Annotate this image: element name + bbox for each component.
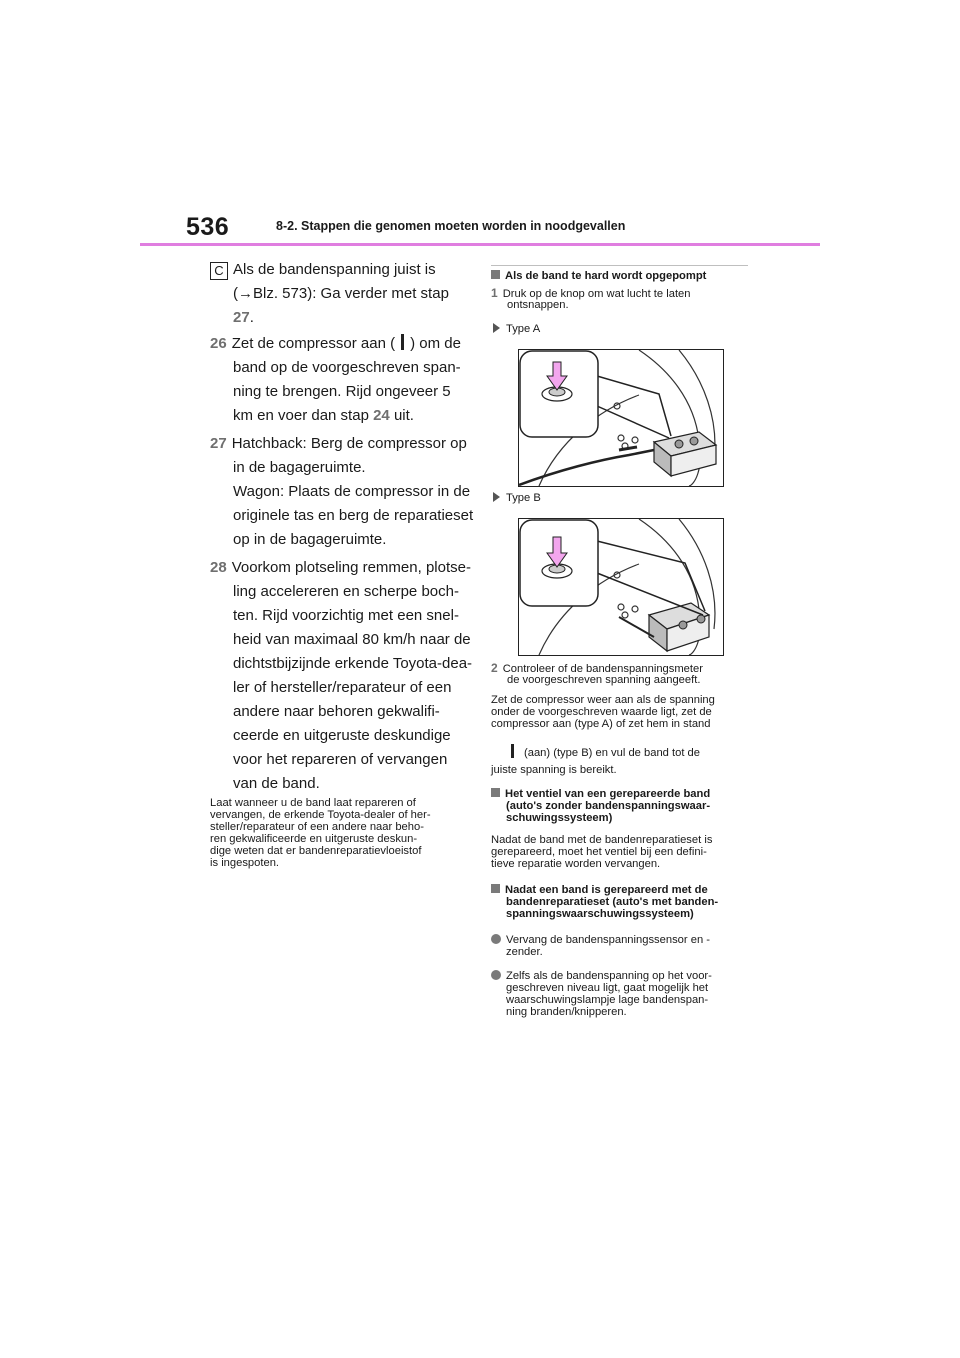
heading-valve-text-1: Het ventiel van een gerepareerde band	[505, 788, 711, 800]
step-28-line-8: ceerde en uitgeruste deskundige	[233, 727, 451, 744]
step-28-text-1: Voorkom plotseling remmen, plotse-	[231, 559, 471, 576]
triangle-bullet-icon	[493, 492, 500, 502]
square-bullet-icon	[491, 270, 500, 279]
c-text-line-2: (→Blz. 573): Ga verder met stap	[233, 285, 449, 302]
step-1-number: 1	[491, 286, 498, 300]
step-26-line-1	[210, 332, 461, 356]
power-on-icon	[511, 744, 514, 758]
step-26-line-3: ning te brengen. Rijd ongeveer 5	[233, 383, 451, 400]
step-27-line-3: Wagon: Plaats de compressor in de	[233, 483, 471, 500]
step-28-line-3: ten. Rijd voorzichtig met een snel-	[233, 607, 459, 624]
bullet-2-line-4: ning branden/knipperen.	[506, 1006, 627, 1018]
c-marker-label: C	[210, 262, 228, 280]
c-period: .	[249, 309, 254, 326]
section-rule	[491, 265, 748, 266]
step-2-number: 2	[491, 661, 498, 675]
note-line-5: dige weten dat er bandenreparatievloeistof	[210, 845, 422, 857]
heading-after-repair-line-3: spanningswaarschuwingssysteem)	[506, 908, 694, 920]
c-marker-badge	[210, 259, 228, 283]
step-26-ref: 24	[373, 407, 390, 424]
step-26-text-4a: km en voer dan stap	[233, 407, 369, 424]
heading-overinflated	[491, 270, 706, 283]
para-1-line-2: onder de voorgeschreven waarde ligt, zet de	[491, 706, 712, 718]
step-28-line-10: van de band.	[233, 775, 320, 792]
para-2-line-3: tieve reparatie worden vervangen.	[491, 858, 661, 870]
heading-valve-line-2: (auto's zonder bandenspanningswaar-	[506, 800, 711, 812]
step-27-line-2: in de bagageruimte.	[233, 459, 366, 476]
step-27-number: 27	[210, 435, 227, 452]
heading-valve-line-3: schuwingssysteem)	[506, 812, 613, 824]
note-line-1: Laat wanneer u de band laat repareren of	[210, 797, 416, 809]
heading-after-repair-text-1: Nadat een band is gerepareerd met de	[505, 884, 708, 896]
heading-valve	[491, 788, 710, 801]
step-27-line-5: op in de bagageruimte.	[233, 531, 387, 548]
type-a-label: Type A	[506, 323, 541, 335]
note-line-2: vervangen, de erkende Toyota-dealer of her-	[210, 809, 431, 821]
step-1-text-1: Druk op de knop om wat lucht te laten	[502, 288, 691, 300]
step-1-line-2: ontsnappen.	[507, 299, 569, 311]
compressor-a	[654, 432, 716, 476]
para-1-text-4: (aan) (type B) en vul de band tot de	[524, 747, 701, 759]
figure-type-a	[518, 349, 724, 487]
type-b-label: Type B	[506, 492, 541, 504]
square-bullet-icon	[491, 884, 500, 893]
step-26-text-b: ) om de	[410, 335, 461, 352]
step-2-text-1: Controleer of de bandenspanningsmeter	[502, 663, 703, 675]
heading-overinflated-text: Als de band te hard wordt opgepompt	[505, 270, 707, 282]
para-1-line-1: Zet de compressor weer aan als de spanning	[491, 694, 715, 706]
step-28-line-5: dichtstbijzijnde erkende Toyota-dea-	[233, 655, 473, 672]
step-28-line-1	[210, 556, 471, 580]
step-28-line-4: heid van maximaal 80 km/h naar de	[233, 631, 471, 648]
round-bullet-icon	[491, 934, 501, 944]
note-line-3: steller/reparateur of een andere naar beho-	[210, 821, 424, 833]
c-text-line-1: Als de bandenspanning juist is	[233, 261, 436, 278]
step-28-line-6: ler of hersteller/reparateur of een	[233, 679, 452, 696]
step-28-line-7: andere naar behoren gekwalifi-	[233, 703, 440, 720]
para-1-line-5: juiste spanning is bereikt.	[491, 764, 617, 776]
square-bullet-icon	[491, 788, 500, 797]
para-1-line-4	[491, 744, 700, 760]
step-27-text-1: Hatchback: Berg de compressor op	[231, 435, 467, 452]
note-line-4: ren gekwalificeerde en uitgeruste deskun-	[210, 833, 418, 845]
step-28-number: 28	[210, 559, 227, 576]
page-number: 536	[186, 213, 230, 241]
type-b-label-row	[493, 492, 541, 505]
bullet-2-text-1: Zelfs als de bandenspanning op het voor-	[506, 970, 712, 982]
bullet-2-line-2: geschreven niveau ligt, gaat mogelijk het	[506, 982, 709, 994]
bullet-1-text-1: Vervang de bandenspanningssensor en -	[506, 934, 711, 946]
step-26-number: 26	[210, 335, 227, 352]
header-divider	[140, 243, 820, 246]
step-26-line-4	[233, 404, 414, 428]
figure-type-b	[518, 518, 724, 656]
bullet-2-line-3: waarschuwingslampje lage bandenspan-	[506, 994, 709, 1006]
step-28-line-2: ling accelereren en scherpe boch-	[233, 583, 459, 600]
round-bullet-icon	[491, 970, 501, 980]
compressor-b	[649, 603, 709, 651]
heading-after-repair-line-2: bandenreparatieset (auto's met banden-	[506, 896, 719, 908]
step-2-line-2: de voorgeschreven spanning aangeeft.	[507, 674, 701, 686]
note-line-6: is ingespoten.	[210, 857, 280, 869]
step-27-line-1	[210, 432, 467, 456]
step-26-text-4b: uit.	[393, 407, 414, 424]
step-28-line-9: voor het repareren of vervangen	[233, 751, 448, 768]
power-on-icon	[401, 334, 404, 350]
step-26-text-a: Zet de compressor aan (	[231, 335, 396, 352]
heading-after-repair	[491, 884, 708, 897]
para-2-line-1: Nadat de band met de bandenreparatieset is	[491, 834, 713, 846]
type-a-label-row	[493, 323, 540, 336]
c-step-ref: 27	[233, 309, 250, 326]
section-title: 8-2. Stappen die genomen moeten worden in noodgevallen	[276, 219, 626, 233]
step-27-line-4: originele tas en berg de reparatieset	[233, 507, 474, 524]
bullet-1-line-2: zender.	[506, 946, 543, 958]
c-text-line-3	[233, 306, 254, 330]
para-2-line-2: gerepareerd, moet het ventiel bij een defini-	[491, 846, 707, 858]
step-26-line-2: band op de voorgeschreven span-	[233, 359, 461, 376]
bullet-1-line-1	[491, 934, 710, 947]
para-1-line-3: compressor aan (type A) of zet hem in stand	[491, 718, 711, 730]
bullet-2-line-1	[491, 970, 712, 983]
triangle-bullet-icon	[493, 323, 500, 333]
